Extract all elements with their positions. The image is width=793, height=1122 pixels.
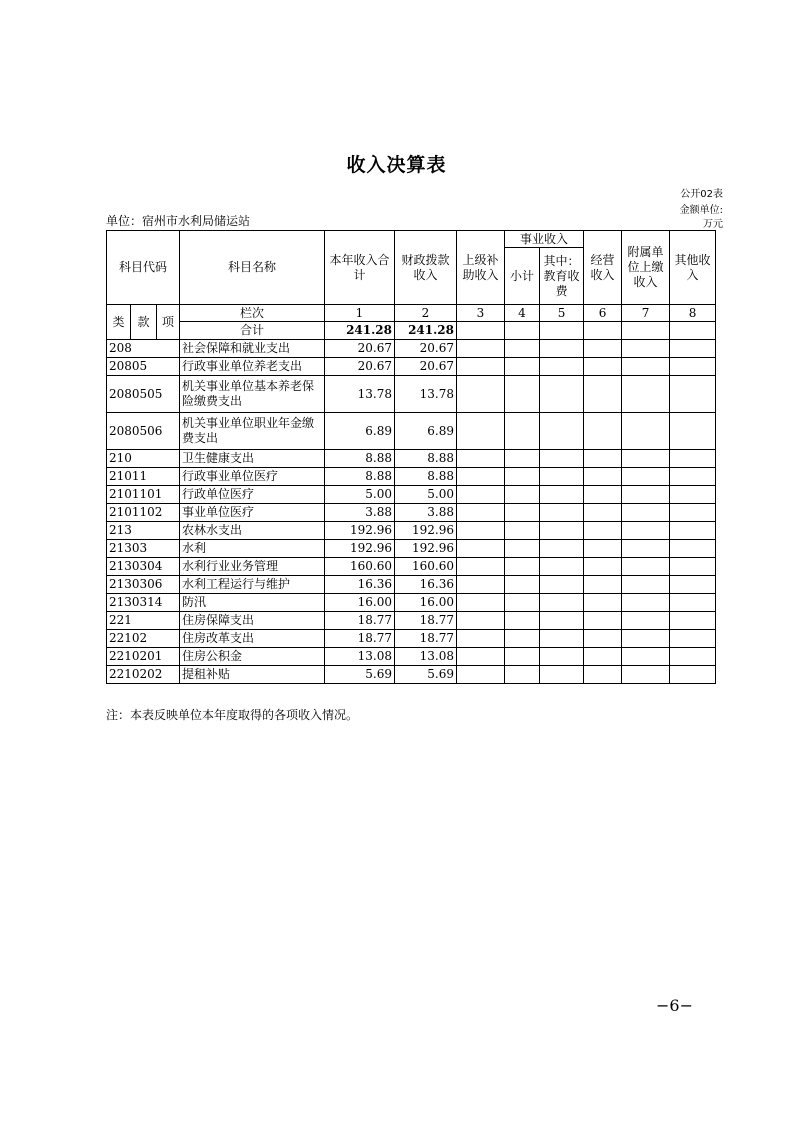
header-kuan: 款 [131,305,157,340]
header-business: 事业收入 [505,231,584,248]
empty-cell [457,376,505,413]
empty-cell [584,450,622,468]
row-fiscal: 13.78 [395,376,457,413]
row-code: 21011 [107,468,180,486]
empty-cell [457,358,505,376]
empty-cell [540,594,584,612]
row-name: 机关事业单位基本养老保险缴费支出 [180,376,325,413]
empty-cell [505,450,540,468]
row-total: 18.77 [325,630,395,648]
empty-cell [540,358,584,376]
row-fiscal: 16.00 [395,594,457,612]
empty-cell [457,648,505,666]
empty-cell [457,630,505,648]
row-name: 水利工程运行与维护 [180,576,325,594]
row-name: 住房改革支出 [180,630,325,648]
empty-cell [505,540,540,558]
header-name: 科目名称 [180,231,325,305]
empty-cell [457,486,505,504]
row-total: 5.00 [325,486,395,504]
empty-cell [505,558,540,576]
empty-cell [457,558,505,576]
empty-cell [622,504,670,522]
empty-cell [540,540,584,558]
row-total: 192.96 [325,522,395,540]
header-total-income: 本年收入合计 [325,231,395,305]
table-row [107,340,716,358]
sum-row [107,322,716,340]
table-row [107,504,716,522]
row-total: 8.88 [325,450,395,468]
empty-cell [584,540,622,558]
row-fiscal: 8.88 [395,450,457,468]
row-total: 3.88 [325,504,395,522]
empty-cell [457,594,505,612]
row-total: 8.88 [325,468,395,486]
row-name: 机关事业单位职业年金缴费支出 [180,413,325,450]
row-code: 213 [107,522,180,540]
empty-cell [505,576,540,594]
income-table [106,230,716,684]
empty-cell [622,648,670,666]
header-lei: 类 [107,305,131,340]
row-code: 210 [107,450,180,468]
empty-cell [540,376,584,413]
empty-cell [540,322,584,340]
table-row [107,358,716,376]
empty-cell [584,504,622,522]
empty-cell [584,576,622,594]
row-name: 农林水支出 [180,522,325,540]
empty-cell [540,522,584,540]
table-row [107,594,716,612]
empty-cell [670,666,716,684]
table-row [107,540,716,558]
header-row-1 [107,231,716,248]
table-row [107,666,716,684]
empty-cell [584,522,622,540]
row-code: 2101102 [107,504,180,522]
empty-cell [670,486,716,504]
row-code: 2080506 [107,413,180,450]
empty-cell [622,468,670,486]
empty-cell [584,612,622,630]
table-row [107,486,716,504]
empty-cell [670,558,716,576]
empty-cell [670,450,716,468]
empty-cell [505,376,540,413]
page-title: 收入决算表 [346,154,447,176]
table-row [107,558,716,576]
empty-cell [622,486,670,504]
empty-cell [457,468,505,486]
header-edu-fee: 其中：教育收费 [540,248,584,305]
sum-fiscal: 241.28 [395,322,457,340]
empty-cell [584,594,622,612]
row-code: 2130304 [107,558,180,576]
empty-cell [540,450,584,468]
empty-cell [622,450,670,468]
header-subtotal: 小计 [505,248,540,305]
empty-cell [457,340,505,358]
row-fiscal: 20.67 [395,358,457,376]
empty-cell [670,522,716,540]
empty-cell [670,594,716,612]
empty-cell [540,558,584,576]
empty-cell [505,358,540,376]
empty-cell [622,540,670,558]
row-fiscal: 13.08 [395,648,457,666]
row-fiscal: 18.77 [395,612,457,630]
row-code: 22102 [107,630,180,648]
unit-value: 万元 [703,219,723,230]
empty-cell [457,666,505,684]
empty-cell [584,322,622,340]
row-code: 2080505 [107,376,180,413]
row-total: 20.67 [325,340,395,358]
row-code: 2130306 [107,576,180,594]
table-row [107,413,716,450]
row-fiscal: 18.77 [395,630,457,648]
row-code: 2130314 [107,594,180,612]
empty-cell [622,340,670,358]
empty-cell [457,413,505,450]
header-fiscal: 财政拨款收入 [395,231,457,305]
empty-cell [584,413,622,450]
col-number-3: 3 [457,305,505,322]
empty-cell [540,468,584,486]
row-code: 2210202 [107,666,180,684]
row-fiscal: 160.60 [395,558,457,576]
row-name: 社会保障和就业支出 [180,340,325,358]
row-fiscal: 5.00 [395,486,457,504]
row-fiscal: 3.88 [395,504,457,522]
empty-cell [457,612,505,630]
empty-cell [505,504,540,522]
row-name: 行政单位医疗 [180,486,325,504]
row-fiscal: 192.96 [395,522,457,540]
empty-cell [505,522,540,540]
row-fiscal: 192.96 [395,540,457,558]
header-xiang: 项 [157,305,180,340]
empty-cell [584,486,622,504]
row-name: 水利 [180,540,325,558]
col-number-5: 5 [540,305,584,322]
row-total: 13.78 [325,376,395,413]
table-row [107,522,716,540]
empty-cell [670,648,716,666]
empty-cell [584,340,622,358]
col-number-1: 1 [325,305,395,322]
row-total: 16.00 [325,594,395,612]
row-name: 防汛 [180,594,325,612]
empty-cell [622,558,670,576]
row-name: 水利行业业务管理 [180,558,325,576]
row-total: 5.69 [325,666,395,684]
empty-cell [540,612,584,630]
page-number: −6− [656,996,693,1015]
empty-cell [505,340,540,358]
empty-cell [457,576,505,594]
row-code: 20805 [107,358,180,376]
row-total: 6.89 [325,413,395,450]
col-number-4: 4 [505,305,540,322]
empty-cell [505,413,540,450]
empty-cell [670,340,716,358]
row-total: 16.36 [325,576,395,594]
col-number-2: 2 [395,305,457,322]
empty-cell [505,322,540,340]
empty-cell [540,340,584,358]
empty-cell [457,450,505,468]
empty-cell [584,468,622,486]
empty-cell [584,630,622,648]
empty-cell [670,468,716,486]
table-note: 注：本表反映单位本年度取得的各项收入情况。 [106,708,359,722]
empty-cell [457,540,505,558]
row-name: 卫生健康支出 [180,450,325,468]
empty-cell [622,376,670,413]
empty-cell [505,468,540,486]
row-code: 2101101 [107,486,180,504]
empty-cell [622,413,670,450]
row-fiscal: 6.89 [395,413,457,450]
sum-total: 241.28 [325,322,395,340]
empty-cell [622,630,670,648]
table-row [107,612,716,630]
empty-cell [622,612,670,630]
row-name: 行政事业单位养老支出 [180,358,325,376]
row-fiscal: 20.67 [395,340,457,358]
column-label: 栏次 [180,305,325,322]
empty-cell [505,666,540,684]
empty-cell [622,322,670,340]
empty-cell [622,358,670,376]
empty-cell [505,594,540,612]
empty-cell [670,504,716,522]
col-number-7: 7 [622,305,670,322]
header-code: 科目代码 [107,231,180,305]
empty-cell [670,630,716,648]
empty-cell [540,630,584,648]
header-affiliated: 附属单位上缴收入 [622,231,670,305]
empty-cell [622,576,670,594]
col-number-6: 6 [584,305,622,322]
empty-cell [505,486,540,504]
table-row [107,468,716,486]
empty-cell [622,522,670,540]
row-name: 住房保障支出 [180,612,325,630]
empty-cell [622,594,670,612]
table-row [107,376,716,413]
row-name: 行政事业单位医疗 [180,468,325,486]
empty-cell [505,630,540,648]
empty-cell [457,504,505,522]
empty-cell [584,358,622,376]
empty-cell [540,576,584,594]
empty-cell [584,666,622,684]
row-fiscal: 8.88 [395,468,457,486]
sum-label: 合计 [180,322,325,340]
header-operating: 经营收入 [584,231,622,305]
row-code: 21303 [107,540,180,558]
table-code: 公开02表 [680,189,723,200]
empty-cell [540,413,584,450]
table-row [107,576,716,594]
row-total: 192.96 [325,540,395,558]
empty-cell [540,648,584,666]
empty-cell [670,358,716,376]
empty-cell [670,413,716,450]
row-name: 事业单位医疗 [180,504,325,522]
header-upper-subsidy: 上级补助收入 [457,231,505,305]
row-code: 2210201 [107,648,180,666]
empty-cell [505,648,540,666]
row-code: 208 [107,340,180,358]
table-row [107,648,716,666]
row-total: 160.60 [325,558,395,576]
empty-cell [505,612,540,630]
col-number-8: 8 [670,305,716,322]
empty-cell [622,666,670,684]
org-name: 单位：宿州市水利局储运站 [106,214,251,228]
table-row [107,630,716,648]
table-row [107,450,716,468]
empty-cell [457,522,505,540]
empty-cell [584,558,622,576]
column-number-row [107,305,716,322]
row-total: 18.77 [325,612,395,630]
row-code: 221 [107,612,180,630]
unit-label: 金额单位: [679,205,723,216]
empty-cell [670,376,716,413]
row-total: 20.67 [325,358,395,376]
empty-cell [457,322,505,340]
empty-cell [584,376,622,413]
empty-cell [670,322,716,340]
row-name: 提租补贴 [180,666,325,684]
empty-cell [670,540,716,558]
empty-cell [540,486,584,504]
row-fiscal: 16.36 [395,576,457,594]
empty-cell [540,504,584,522]
row-total: 13.08 [325,648,395,666]
empty-cell [540,666,584,684]
row-fiscal: 5.69 [395,666,457,684]
empty-cell [584,648,622,666]
empty-cell [670,612,716,630]
header-other: 其他收入 [670,231,716,305]
empty-cell [670,576,716,594]
row-name: 住房公积金 [180,648,325,666]
